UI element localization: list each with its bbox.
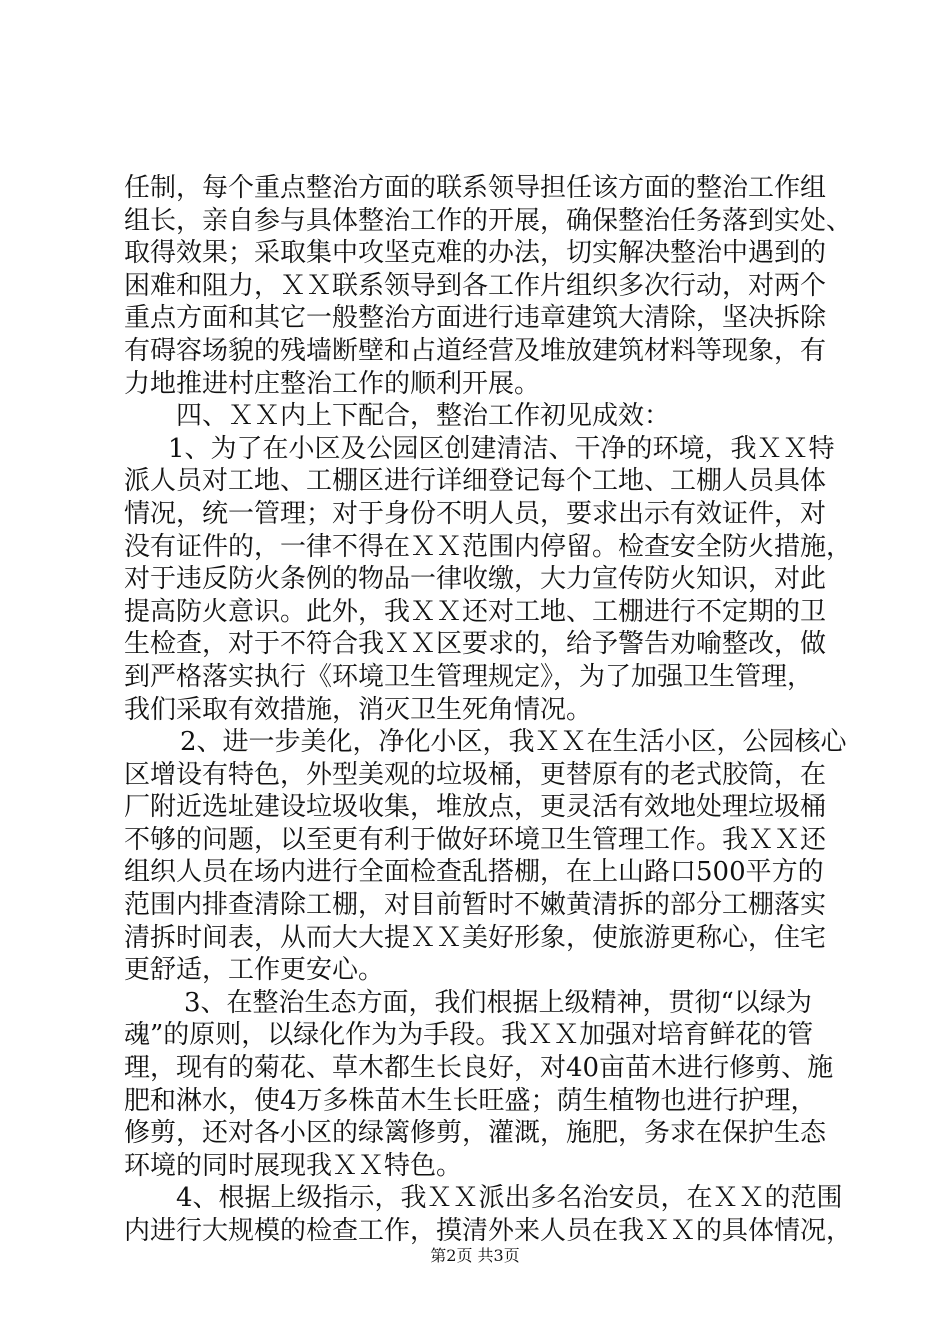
text-line: 情况，统一管理；对于身份不明人员，要求出示有效证件，对: [124, 498, 827, 529]
text-line: 清拆时间表，从而大大提ＸＸ美好形象，使旅游更称心，住宅: [124, 922, 827, 953]
text-line: 魂”的原则，以绿化作为为手段。我ＸＸ加强对培育鲜花的管: [124, 1020, 814, 1051]
text-line: 组长，亲自参与具体整治工作的开展，确保整治任务落到实处、: [124, 205, 853, 236]
text-line: 有碍容场貌的残墙断壁和占道经营及堆放建筑材料等现象，有: [124, 335, 827, 366]
text-line: 理，现有的菊花、草木都生长良好，对40亩苗木进行修剪、施: [124, 1053, 834, 1084]
text-line: 3、在整治生态方面，我们根据上级精神，贯彻“以绿为: [184, 987, 812, 1018]
text-line: 更舒适，工作更安心。: [124, 955, 385, 986]
text-line: 组织人员在场内进行全面检查乱搭棚，在上山路口500平方的: [124, 857, 824, 888]
text-line: 重点方面和其它一般整治方面进行违章建筑大清除，坚决拆除: [124, 303, 827, 334]
text-line: 没有证件的，一律不得在ＸＸ范围内停留。检查安全防火措施，: [124, 531, 853, 562]
text-line: 修剪，还对各小区的绿篱修剪，灌溉，施肥，务求在保护生态: [124, 1118, 827, 1149]
text-line: 环境的同时展现我ＸＸ特色。: [124, 1150, 463, 1181]
text-line: 不够的问题，以至更有利于做好环境卫生管理工作。我ＸＸ还: [124, 824, 827, 855]
text-line: 我们采取有效措施，消灭卫生死角情况。: [124, 694, 593, 725]
text-line: 生检查，对于不符合我ＸＸ区要求的，给予警告劝喻整改，做: [124, 629, 827, 660]
text-line: 内进行大规模的检查工作，摸清外来人员在我ＸＸ的具体情况，: [124, 1216, 853, 1246]
text-line: 提高防火意识。此外，我ＸＸ还对工地、工棚进行不定期的卫: [124, 596, 827, 627]
text-line: 取得效果；采取集中攻坚克难的办法，切实解决整治中遇到的: [124, 238, 827, 269]
text-line: 力地推进村庄整治工作的顺利开展。: [124, 368, 541, 399]
text-line: 到严格落实执行《环境卫生管理规定》，为了加强卫生管理，: [124, 661, 814, 692]
text-line: 对于违反防火条例的物品一律收缴，大力宣传防火知识，对此: [124, 564, 827, 595]
section-heading: 四、ＸＸ内上下配合，整治工作初见成效：: [176, 401, 671, 432]
text-line: 困难和阻力，ＸＸ联系领导到各工作片组织多次行动，对两个: [124, 270, 827, 301]
document-body: [124, 172, 853, 1248]
text-line: 厂附近选址建设垃圾收集，堆放点，更灵活有效地处理垃圾桶: [124, 792, 827, 823]
text-line: 派人员对工地、工棚区进行详细登记每个工地、工棚人员具体: [124, 466, 827, 497]
page-number-footer: 第2页 共3页: [430, 1246, 520, 1265]
text-line: 2、进一步美化，净化小区，我ＸＸ在生活小区，公园核心: [180, 727, 847, 758]
text-line: 1、为了在小区及公园区创建清洁、干净的环境，我ＸＸ特: [168, 433, 835, 464]
text-line: 区增设有特色，外型美观的垃圾桶，更替原有的老式胶筒，在: [124, 759, 827, 790]
text-line: 任制，每个重点整治方面的联系领导担任该方面的整治工作组: [124, 173, 827, 203]
text-line: 肥和淋水，使4万多株苗木生长旺盛；荫生植物也进行护理，: [124, 1085, 817, 1116]
text-line: 4、根据上级指示，我ＸＸ派出多名治安员，在ＸＸ的范围: [176, 1183, 843, 1214]
text-line: 范围内排查清除工棚，对目前暂时不嫩黄清拆的部分工棚落实: [124, 890, 827, 921]
